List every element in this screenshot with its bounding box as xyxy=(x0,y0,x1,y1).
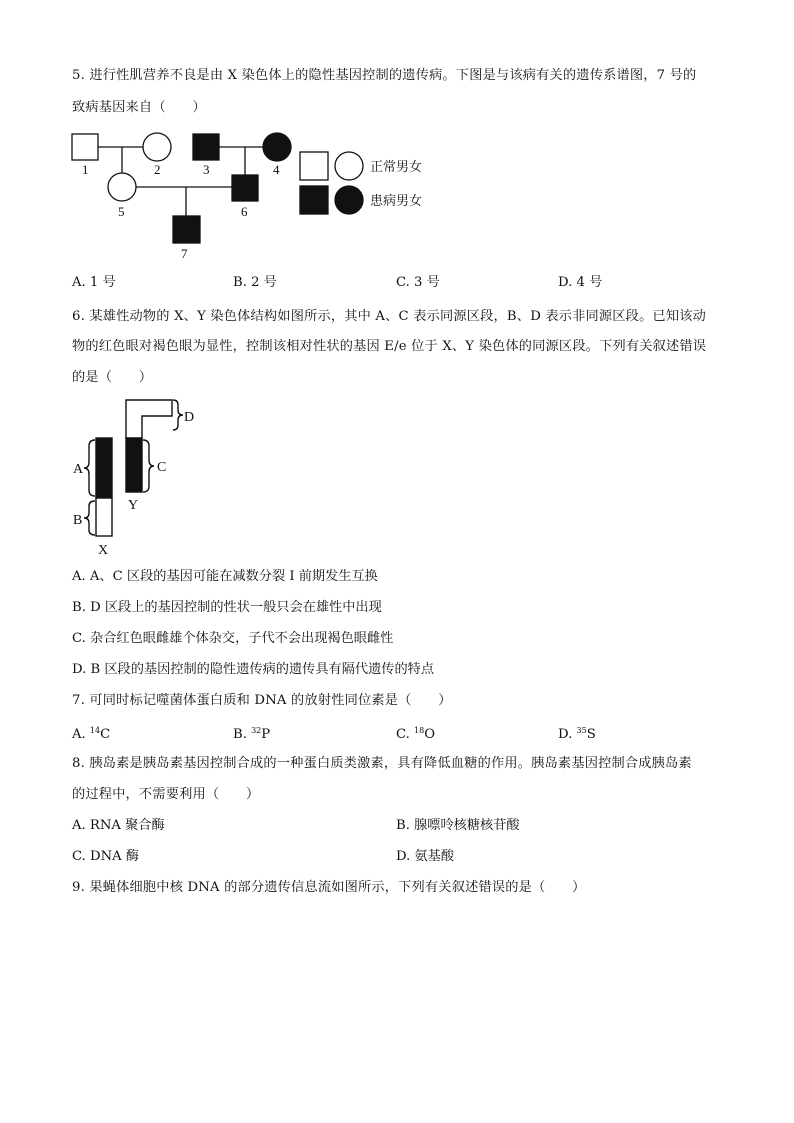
legend-normal-male xyxy=(300,152,328,180)
pedigree-label-6: 6 xyxy=(241,204,248,219)
q8-option-b[interactable]: B. 腺嘌呤核糖核苷酸 xyxy=(396,818,520,833)
pedigree-label-7: 7 xyxy=(181,246,188,261)
q6-stem-line1: 6. 某雄性动物的 X、Y 染色体结构如图所示，其中 A、C 表示同源区段，B、D 表示非同源区段。已知该动 xyxy=(72,309,707,324)
q7-option-d-element: S xyxy=(586,727,596,742)
q9-stem: 9. 果蝇体细胞中核 DNA 的部分遗传信息流如图所示，下列有关叙述错误的是（ ） xyxy=(72,880,586,895)
q7-option-b-prefix: B. xyxy=(233,727,252,742)
label-d: D xyxy=(184,410,195,425)
q7-option-a-element: C xyxy=(100,727,111,742)
x-chromosome-region-b xyxy=(96,498,112,536)
q7-option-c-prefix: C. xyxy=(396,727,415,742)
legend-affected-female xyxy=(335,186,363,214)
pedigree-individual-1 xyxy=(72,134,98,160)
q5-option-b[interactable]: B. 2 号 xyxy=(233,275,277,290)
q5-option-c[interactable]: C. 3 号 xyxy=(396,275,440,290)
x-chromosome-region-a xyxy=(96,438,112,498)
q8-option-c[interactable]: C. DNA 酶 xyxy=(72,849,140,864)
q6-option-c[interactable]: C. 杂合红色眼雌雄个体杂交，子代不会出现褐色眼雌性 xyxy=(72,631,394,646)
q7-option-d-prefix: D. xyxy=(558,727,577,742)
pedigree-individual-7 xyxy=(173,216,200,243)
legend-affected-male xyxy=(300,186,328,214)
legend-normal-female xyxy=(335,152,363,180)
q7-option-a[interactable] xyxy=(72,722,110,744)
pedigree-label-2: 2 xyxy=(154,162,161,177)
q8-option-d[interactable]: D. 氨基酸 xyxy=(396,849,455,864)
label-b: B xyxy=(73,513,83,528)
pedigree-individual-6 xyxy=(232,175,258,201)
label-y: Y xyxy=(128,498,139,513)
bracket-b xyxy=(84,501,95,535)
label-a: A xyxy=(73,462,84,477)
q5-stem-line1: 5. 进行性肌营养不良是由 X 染色体上的隐性基因控制的遗传病。下图是与该病有关的遗传系谱图，7 号的 xyxy=(72,68,697,83)
label-x: X xyxy=(98,543,109,558)
pedigree-label-3: 3 xyxy=(203,162,210,177)
bracket-d xyxy=(173,400,183,430)
q8-stem-line1: 8. 胰岛素是胰岛素基因控制合成的一种蛋白质类激素，具有降低血糖的作用。胰岛素基因控制合成胰岛素 xyxy=(72,756,692,771)
q7-stem: 7. 可同时标记噬菌体蛋白质和 DNA 的放射性同位素是（ ） xyxy=(72,693,452,708)
q7-option-b[interactable] xyxy=(233,722,270,744)
bracket-c xyxy=(143,440,154,492)
legend-affected-label: 患病男女 xyxy=(370,193,423,208)
pedigree-individual-4 xyxy=(263,133,291,161)
y-chromosome-region-c xyxy=(126,438,142,492)
q6-stem-line3: 的是（ ） xyxy=(72,370,153,385)
q7-option-d-mass: 35 xyxy=(576,726,587,735)
q7-option-c-element: O xyxy=(424,727,436,742)
pedigree-chart xyxy=(60,126,440,266)
q6-option-a[interactable]: A. A、C 区段的基因可能在减数分裂 I 前期发生互换 xyxy=(72,569,378,584)
label-c: C xyxy=(157,460,167,475)
pedigree-individual-2 xyxy=(143,133,171,161)
q7-option-b-mass: 32 xyxy=(251,726,262,735)
q6-stem-line2: 物的红色眼对褐色眼为显性，控制该相对性状的基因 E/e 位于 X、Y 染色体的同源区段。下列有关叙述错误 xyxy=(72,339,707,354)
pedigree-individual-3 xyxy=(193,134,219,160)
pedigree-label-4: 4 xyxy=(273,162,280,177)
q7-option-a-mass: 14 xyxy=(89,726,101,735)
q6-option-b[interactable]: B. D 区段上的基因控制的性状一般只会在雄性中出现 xyxy=(72,600,382,615)
pedigree-label-1: 1 xyxy=(82,162,89,177)
q5-option-d[interactable]: D. 4 号 xyxy=(558,275,603,290)
q7-option-a-prefix: A. xyxy=(72,727,90,742)
q5-option-a[interactable]: A. 1 号 xyxy=(72,275,116,290)
pedigree-individual-5 xyxy=(108,173,136,201)
q8-stem-line2: 的过程中，不需要利用（ ） xyxy=(72,787,260,802)
q5-stem-line2: 致病基因来自（ ） xyxy=(72,100,206,115)
q7-option-b-element: P xyxy=(261,727,271,742)
q7-option-c-mass: 18 xyxy=(414,726,425,735)
q7-option-c[interactable] xyxy=(396,722,435,744)
y-chromosome-region-d xyxy=(126,400,172,438)
xy-chromosome-diagram xyxy=(70,394,210,560)
q7-option-d[interactable] xyxy=(558,722,596,744)
legend-normal-label: 正常男女 xyxy=(370,159,423,174)
bracket-a xyxy=(84,440,95,496)
q8-option-a[interactable]: A. RNA 聚合酶 xyxy=(72,818,165,833)
pedigree-label-5: 5 xyxy=(118,204,125,219)
q6-option-d[interactable]: D. B 区段的基因控制的隐性遗传病的遗传具有隔代遗传的特点 xyxy=(72,662,435,677)
